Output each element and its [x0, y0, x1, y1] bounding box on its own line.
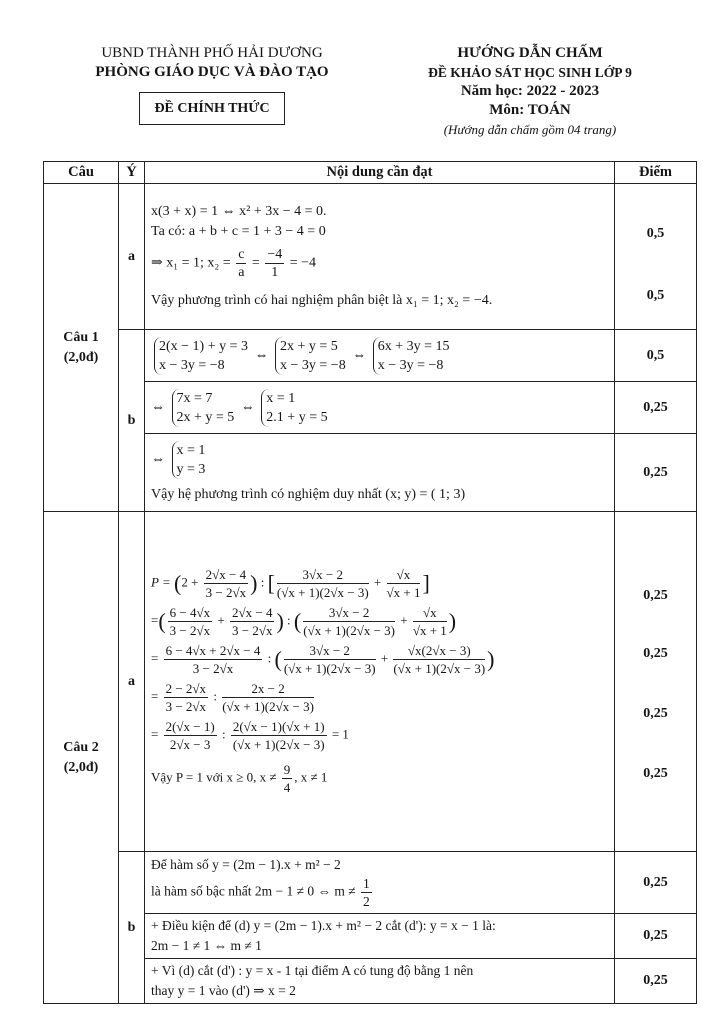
points-value: 0,25 — [643, 705, 668, 721]
content-line: 2m − 1 ≠ 1 ⇔ m ≠ 1 — [151, 938, 262, 953]
table-row — [44, 852, 697, 914]
fraction — [236, 246, 246, 281]
fraction — [204, 566, 248, 601]
equation-system — [261, 389, 327, 427]
equation: x − 3y = −8 — [377, 357, 444, 373]
fraction-den: (√x + 1)(2√x − 3) — [276, 585, 369, 600]
equation-system — [275, 337, 346, 375]
fraction-num: −4 — [267, 247, 283, 262]
answer-content — [145, 512, 615, 852]
points-value: 0,25 — [615, 382, 697, 434]
equiv-sign: ⇔ — [151, 399, 165, 415]
equation: x = 1 — [176, 442, 206, 458]
doc-title: HƯỚNG DẪN CHẤM — [457, 45, 603, 61]
answer-content — [145, 959, 615, 1004]
subject: Môn: TOÁN — [489, 102, 571, 118]
fraction — [284, 642, 376, 677]
fraction-num: c — [238, 247, 245, 262]
points-cell — [615, 184, 697, 330]
fraction — [413, 604, 447, 639]
points-value: 0,25 — [615, 959, 697, 1004]
fraction-den: 3 − 2√x — [165, 699, 207, 714]
answer-content — [145, 914, 615, 959]
content-line: + Điều kiện để (d) y = (2m − 1).x + m² − 2 cắt (d'): y = x − 1 là: — [151, 918, 496, 933]
fraction-num: 3√x − 2 — [277, 566, 369, 584]
fraction-num: 3√x − 2 — [303, 604, 395, 622]
fraction-num: 3√x − 2 — [284, 642, 376, 660]
table-row — [44, 512, 697, 852]
fraction-num: 6 − 4√x — [169, 605, 211, 620]
fraction-den: (√x + 1)(2√x − 3) — [303, 623, 395, 638]
question-label: Câu 2 — [63, 739, 99, 755]
fraction-den: (√x + 1)(2√x − 3) — [393, 661, 486, 676]
math-text: P = — [151, 574, 171, 590]
fraction-den: 4 — [283, 780, 291, 795]
col-header-y: Ý — [119, 162, 145, 184]
math-line: =( $\frac{6 - 4√x}{3 - 2√x}$ + $\frac{2√x - 4}{3 - 2√x}$ ) : ( $\frac{3√x - 2}{(√x + 1)(2√x - 3)}$ + $\frac{√x}{√x + 1}$ ) — [151, 605, 457, 638]
equation: 2x + y = 5 — [176, 409, 235, 425]
doc-subtitle: ĐỀ KHẢO SÁT HỌC SINH LỚP 9 — [428, 65, 632, 80]
math-text: , x ≠ 1 — [294, 769, 328, 785]
fraction-den: 2√x − 3 — [169, 737, 211, 752]
math-text: = −4 — [289, 255, 317, 271]
math-text: ⇒ x₁ = 1; x₂ = — [151, 255, 231, 271]
equation-system — [172, 441, 206, 479]
content-line: Vậy phương trình có hai nghiệm phân biệt là x₁ = 1; x₂ = −4. — [151, 293, 493, 308]
answer-content — [145, 184, 615, 330]
points-value: 0,5 — [646, 287, 665, 303]
fraction-num: 2x − 2 — [222, 680, 314, 698]
fraction-num: √x(2√x − 3) — [393, 642, 485, 660]
answer-content — [145, 852, 615, 914]
math-line: = $\frac{6 - 4√x + 2√x - 4}{3 - 2√x}$ : ( $\frac{3√x - 2}{(√x + 1)(2√x - 3)}$ + $\frac{√x(2√x - 3)}{(√x + 1)(2√x - 3)}$ ) — [151, 643, 495, 676]
fraction-den: √x + 1 — [386, 585, 421, 600]
org-line-1: UBND THÀNH PHỐ HẢI DƯƠNG — [101, 45, 323, 61]
pages-note: (Hướng dẫn chấm gồm 04 trang) — [443, 122, 617, 137]
content-line — [151, 246, 610, 281]
equation: x = 1 — [266, 390, 296, 406]
fraction-num: √x — [387, 566, 421, 584]
equation: 7x = 7 — [176, 390, 213, 406]
content-line — [151, 875, 610, 910]
fraction-den: 3 − 2√x — [231, 623, 273, 638]
question-label: Câu 1 — [63, 329, 99, 345]
equation: 6x + 3y = 15 — [377, 338, 450, 354]
math-line: P = (2 + $\frac{2√x - 4}{3 - 2√x}$ ) : [ $\frac{3√x - 2}{(√x + 1)(2√x - 3)}$ + $\frac{√x}{√x + 1}$ ] — [151, 567, 430, 600]
fraction — [282, 761, 293, 796]
fraction-den: 3 − 2√x — [169, 623, 211, 638]
equation: y = 3 — [176, 461, 206, 477]
fraction — [303, 604, 395, 639]
question-score: (2,0đ) — [63, 349, 99, 365]
col-header-content: Nội dung cần đạt — [145, 162, 615, 184]
fraction — [222, 680, 314, 715]
fraction-den: (√x + 1)(2√x − 3) — [283, 661, 376, 676]
content-line: thay y = 1 vào (d') ⇒ x = 2 — [151, 983, 296, 998]
part-label: b — [119, 852, 145, 1004]
math-text: = 1 — [331, 726, 349, 742]
question-score: (2,0đ) — [63, 759, 99, 775]
fraction-den: 2 — [363, 894, 370, 909]
fraction — [164, 680, 208, 715]
fraction-den: (√x + 1)(2√x − 3) — [222, 699, 314, 714]
table-row — [44, 184, 697, 330]
math-text: 2 + — [181, 574, 199, 590]
equation-system — [373, 337, 450, 375]
math-text: Vậy P = 1 với x ≥ 0, x ≠ — [151, 769, 277, 785]
equation-system — [154, 337, 248, 375]
fraction — [387, 566, 421, 601]
table-header-row — [44, 162, 697, 184]
header-left — [62, 44, 362, 125]
equation: 2.1 + y = 5 — [266, 409, 328, 425]
school-year: Năm học: 2022 - 2023 — [460, 83, 600, 99]
content-line — [151, 441, 610, 479]
fraction — [393, 642, 485, 677]
fraction — [231, 718, 327, 753]
fraction-num: 2√x − 4 — [205, 567, 247, 582]
content-line: Để hàm số y = (2m − 1).x + m² − 2 — [151, 857, 341, 872]
points-value: 0,5 — [615, 330, 697, 382]
fraction-den: (√x + 1)(2√x − 3) — [232, 737, 325, 752]
points-value: 0,25 — [643, 645, 668, 661]
part-label: b — [119, 330, 145, 512]
fraction-den: 3 − 2√x — [192, 661, 234, 676]
question-cell — [44, 184, 119, 512]
points-value: 0,25 — [615, 852, 697, 914]
fraction-num: 1 — [363, 876, 370, 891]
official-badge: ĐỀ CHÍNH THỨC — [139, 92, 284, 125]
fraction-num: 6 − 4√x + 2√x − 4 — [165, 643, 261, 658]
points-value: 0,25 — [615, 434, 697, 512]
math-line: = $\frac{2 - 2√x}{3 - 2√x}$ : $\frac{2x - 2}{(√x + 1)(2√x - 3)}$ — [151, 681, 314, 714]
equation-system — [172, 389, 235, 427]
math-text: là hàm số bậc nhất 2m − 1 ≠ 0 ⇔ m ≠ — [151, 883, 356, 899]
part-label: a — [119, 512, 145, 852]
equiv-sign: ⇔ — [240, 399, 255, 415]
equiv-sign: ⇔ — [151, 451, 165, 467]
conclusion-line — [151, 761, 610, 796]
part-label: a — [119, 184, 145, 330]
fraction-den: 1 — [271, 265, 279, 280]
conclusion-line: Vậy hệ phương trình có nghiệm duy nhất (x; y) = ( 1; 3) — [151, 486, 466, 502]
header-right — [380, 44, 680, 139]
answer-content — [145, 382, 615, 434]
grading-table — [43, 161, 697, 1004]
equation: 2x + y = 5 — [280, 338, 338, 354]
math-text: = — [251, 255, 260, 271]
points-cell — [615, 512, 697, 852]
col-header-points: Điểm — [615, 162, 697, 184]
table-row — [44, 330, 697, 382]
fraction — [230, 604, 274, 639]
fraction — [168, 604, 212, 639]
col-header-cau: Câu — [44, 162, 119, 184]
points-value: 0,25 — [643, 765, 668, 781]
fraction-num: 2(√x − 1) — [165, 719, 215, 734]
org-line-2: PHÒNG GIÁO DỤC VÀ ĐÀO TẠO — [95, 64, 329, 80]
answer-content — [145, 330, 615, 382]
content-line: x(3 + x) = 1 ⇔ x² + 3x − 4 = 0. — [151, 204, 327, 219]
points-value: 0,25 — [643, 587, 668, 603]
points-value: 0,25 — [615, 914, 697, 959]
points-value: 0,5 — [646, 225, 665, 241]
fraction-num: 2 − 2√x — [165, 681, 207, 696]
equiv-sign: ⇔ — [254, 347, 269, 363]
fraction — [164, 642, 263, 677]
equiv-sign: ⇔ — [352, 347, 367, 363]
answer-content — [145, 434, 615, 512]
fraction-num: √x — [413, 604, 447, 622]
fraction — [164, 718, 217, 753]
fraction-num: 2(√x − 1)(√x + 1) — [232, 719, 325, 734]
equation: x − 3y = −8 — [280, 357, 346, 373]
question-cell — [44, 512, 119, 1004]
fraction-num: 9 — [283, 762, 291, 777]
fraction — [277, 566, 369, 601]
math-line: = $\frac{2(√x - 1)}{2√x - 3}$ : $\frac{2(√x - 1)(√x + 1)}{(√x + 1)(2√x - 3)}$ = 1 — [151, 719, 349, 752]
fraction — [361, 875, 372, 910]
fraction-den: a — [238, 265, 245, 280]
content-line: Ta có: a + b + c = 1 + 3 − 4 = 0 — [151, 224, 326, 239]
equation: x − 3y = −8 — [159, 357, 225, 373]
fraction-den: √x + 1 — [412, 623, 447, 638]
fraction-den: 3 − 2√x — [205, 585, 247, 600]
content-line: + Vì (d) cắt (d') : y = x - 1 tại điểm A có tung độ bằng 1 nên — [151, 963, 474, 978]
fraction — [265, 246, 284, 281]
fraction-num: 2√x − 4 — [231, 605, 273, 620]
equation: 2(x − 1) + y = 3 — [159, 338, 249, 354]
